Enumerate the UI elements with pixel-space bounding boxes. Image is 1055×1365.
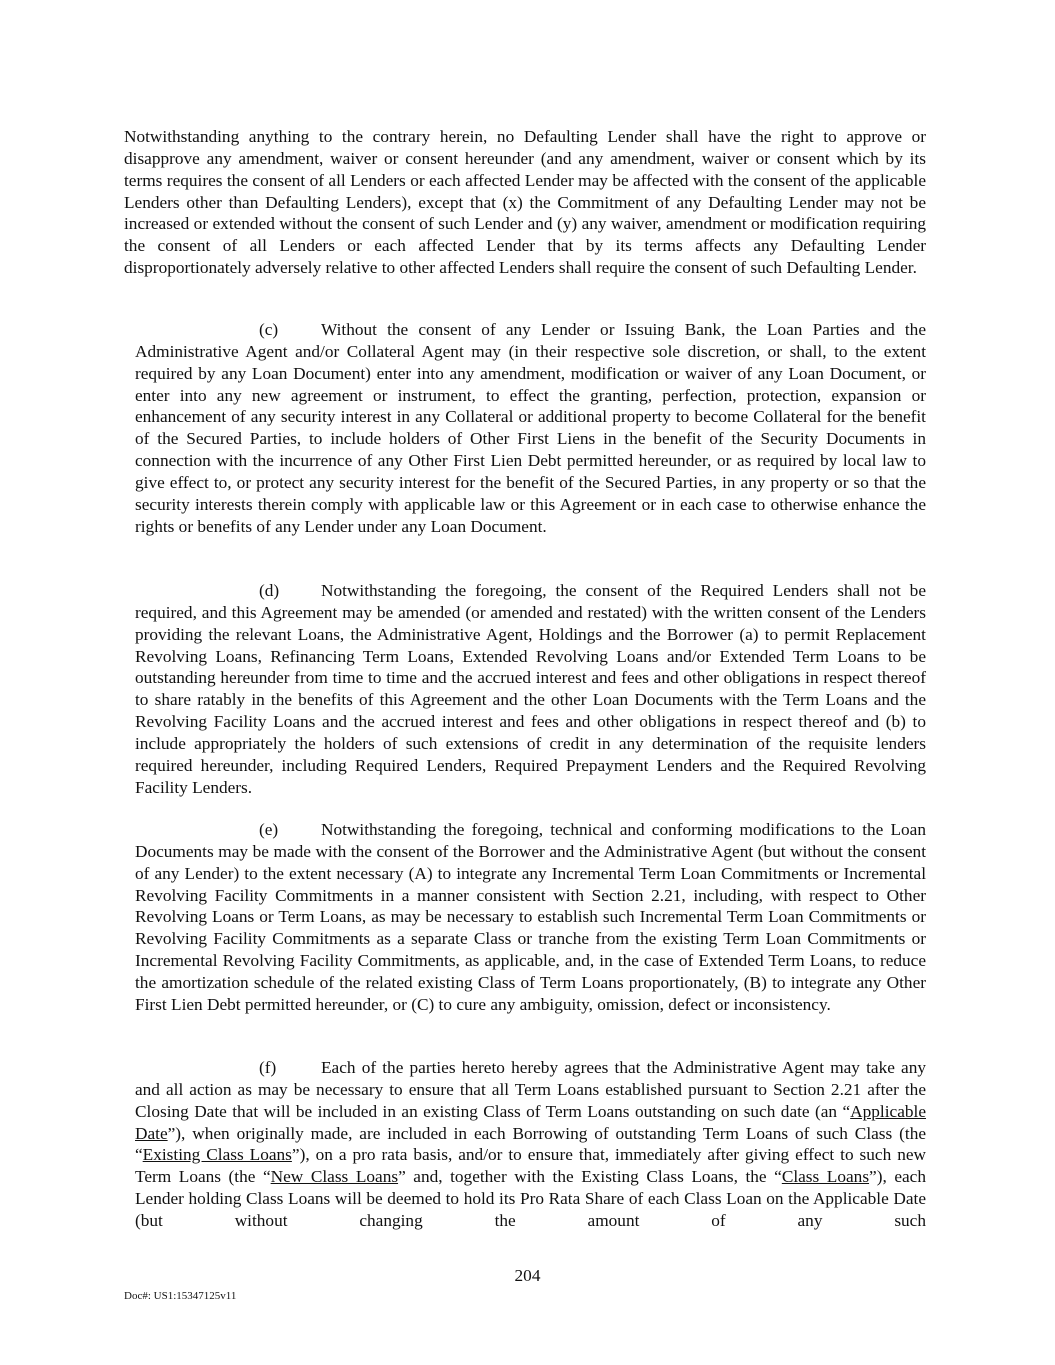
defined-term-new-class-loans: New Class Loans [270, 1167, 399, 1187]
intro-paragraph: Notwithstanding anything to the contrary herein, no Defaulting Lender shall have the right to approve or disapprove any amendment, waiver or consent hereunder (and any amendment, waiver or consent which by its terms requires the consent of all Lenders or each affected Lender may be affected with the consent of the applicable Lenders other than Defaulting Lenders), except that (x) the Commitment of any Defaulting Lender may not be increased or extended without the consent of such Lender and (y) any waiver, amendment or modification requiring the consent of all Lenders or each affected Lender that by its terms affects any Defaulting Lender disproportionately adversely relative to other affected Lenders shall require the consent of such Defaulting Lender. [124, 127, 926, 278]
defined-term-applicable-date: Applicable Date [135, 1101, 926, 1143]
document-id-footer: Doc#: US1:15347125v11 [124, 1290, 237, 1302]
section-d-paragraph [135, 580, 926, 798]
section-f-paragraph [135, 1057, 926, 1232]
section-d-text: Notwithstanding the foregoing, the consent of the Required Lenders shall not be required, and this Agreement may be amended (or amended and restated) with the written consent of the Lenders providing the relevant Loans, the Administrative Agent, Holdings and the Borrower (a) to permit Replacement Revolving Loans, Refinancing Term Loans, Extended Revolving Loans and/or Extended Term Loans to be outstanding hereunder from time to time and the accrued interest and fees and other obligations in respect thereof to share ratably in the benefits of this Agreement and the other Loan Documents with the Term Loans and the Revolving Facility Loans and the accrued interest and fees and other obligations in respect thereof and (b) to include appropriately the holders of such extensions of credit in any determination of the requisite lenders required hereunder, including Required Lenders, Required Prepayment Lenders and the Required Revolving Facility Lenders. [135, 581, 926, 797]
section-e-paragraph [135, 819, 926, 1016]
section-f-text-5: ”), each Lender holding Class Loans will be deemed to hold its Pro Rata Share of each Class Loan on the Applicable Date (but without changing the amount of any such [135, 1167, 926, 1230]
defined-term-existing-class-loans: Existing Class Loans [142, 1145, 292, 1165]
page-number: 204 [514, 1266, 541, 1285]
section-c-label: (c) [259, 320, 279, 339]
section-c-paragraph [135, 319, 926, 537]
section-e-label: (e) [259, 820, 279, 839]
section-c-text: Without the consent of any Lender or Issuing Bank, the Loan Parties and the Administrative Agent and/or Collateral Agent may (in their respective sole discretion, or shall, to the extent required by any Loan Document) enter into any amendment, modification or waiver of any Loan Document, or enter into any new agreement or instrument, to effect the granting, perfection, protection, expansion or enhancement of any security interest in any Collateral or additional property to become Collateral for the benefit of the Secured Parties, to include holders of Other First Liens in the benefit of the Security Documents in connection with the incurrence of any Other First Lien Debt permitted hereunder, or as required by local law to give effect to, or protect any security interest for the benefit of the Secured Parties, in any property or so that the security interests therein comply with applicable law or this Agreement or in each case to otherwise enhance the rights or benefits of any Lender under any Loan Document. [135, 320, 926, 536]
defined-term-class-loans: Class Loans [781, 1167, 870, 1187]
section-f-text-1: Each of the parties hereto hereby agrees that the Administrative Agent may take any and all action as may be necessary to ensure that all Term Loans established pursuant to Section 2.21 after the Closing Date that will be included in an existing Class of Term Loans outstanding on such date (an “ [135, 1058, 926, 1121]
section-f-label: (f) [259, 1058, 277, 1077]
section-d-label: (d) [259, 581, 280, 600]
section-f-text-2: ”), when originally made, are included in each Borrowing of outstanding Term Loans of such Class (the “ [135, 1123, 926, 1165]
section-f-text-4: ” and, together with the Existing Class Loans, the “ [398, 1167, 782, 1187]
section-f-text-3: ”), on a pro rata basis, and/or to ensure that, immediately after giving effect to such new Term Loans (the “ [135, 1145, 926, 1187]
section-e-text: Notwithstanding the foregoing, technical and conforming modifications to the Loan Documents may be made with the consent of the Borrower and the Administrative Agent (but without the consent of any Lender) to the extent necessary (A) to integrate any Incremental Term Loan Commitments or Incremental Revolving Facility Commitments in a manner consistent with Section 2.21, including, with respect to Other Revolving Loans or Term Loans, as may be necessary to establish such Incremental Term Loan Commitments or Revolving Facility Commitments as a separate Class or tranche from the existing Term Loan Commitments or Incremental Revolving Facility Commitments, as applicable, and, in the case of Extended Term Loans, to reduce the amortization schedule of the related existing Class of Term Loans proportionately, (B) to integrate any Other First Lien Debt permitted hereunder, or (C) to cure any ambiguity, omission, defect or inconsistency. [135, 820, 926, 1014]
